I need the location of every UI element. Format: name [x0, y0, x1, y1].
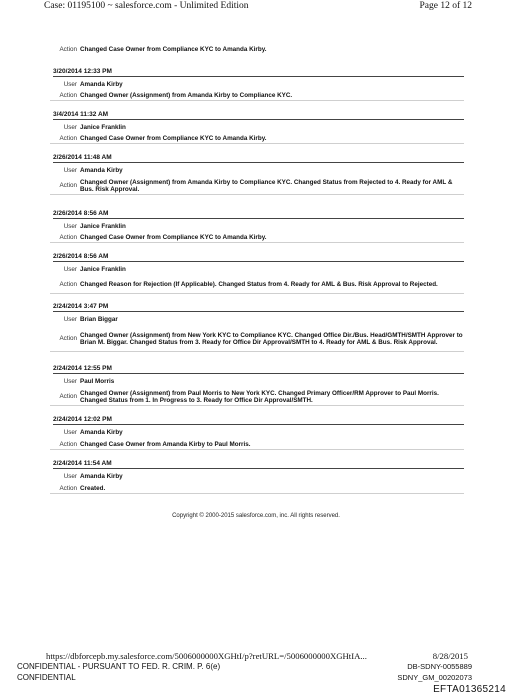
- history-user-row-label: User: [63, 166, 77, 174]
- history-date: 2/26/2014 8:56 AM: [53, 210, 464, 219]
- history-action-row-value: Changed Case Owner from Compliance KYC to Amanda Kirby.: [80, 233, 267, 241]
- history-user-row: [50, 123, 464, 132]
- history-action-row: [50, 233, 464, 243]
- history-action-row-label: Action: [59, 233, 77, 241]
- history-date: 2/24/2014 12:02 PM: [53, 416, 464, 425]
- history-action-row-value: Changed Reason for Rejection (If Applicable). Changed Status from 4. Ready for AML & Bus. Risk Approval to Rejected.: [80, 281, 438, 289]
- history-user-row-label: User: [63, 222, 77, 230]
- history-action-row-value: Changed Owner (Assignment) from Amanda Kirby to Compliance KYC.: [80, 91, 293, 99]
- history-action-row: [50, 134, 464, 144]
- confidential-label: CONFIDENTIAL: [17, 673, 76, 682]
- history-date: 2/26/2014 11:48 AM: [53, 154, 464, 163]
- footer-date: 8/28/2015: [432, 651, 468, 661]
- history-user-row-value: Brian Biggar: [80, 315, 118, 323]
- history-date: 3/20/2014 12:33 PM: [53, 68, 464, 77]
- history-user-row-value: Amanda Kirby: [80, 428, 123, 436]
- history-date: 2/24/2014 3:47 PM: [53, 303, 464, 312]
- history-date: 3/4/2014 11:32 AM: [53, 111, 464, 120]
- page-number: Page 12 of 12: [419, 1, 472, 11]
- history-action-row-value: Changed Case Owner from Compliance KYC to Amanda Kirby.: [80, 134, 267, 142]
- history-date: 2/24/2014 11:54 AM: [53, 460, 464, 469]
- history-action-row-value: Changed Owner (Assignment) from New York KYC to Compliance KYC. Changed Office Dir./Bus. Head/GMTH/SMTH Approver to Brian M. Biggar. Changed Status from 3. Ready for Office Dir Approval/SMTH to 4. Ready for AML & Bus. Risk Approval.: [80, 331, 463, 346]
- history-user-row-label: User: [63, 315, 77, 323]
- history-user-row-label: User: [63, 123, 77, 131]
- history-action-row-label: Action: [59, 484, 77, 492]
- history-action-row-label: Action: [59, 440, 77, 448]
- history-user-row-label: User: [63, 265, 77, 273]
- history-action-row-value: Changed Case Owner from Amanda Kirby to Paul Morris.: [80, 440, 251, 448]
- history-user-row: [50, 80, 464, 89]
- history-action-row: [50, 389, 464, 406]
- history-action-row-label: Action: [59, 45, 77, 53]
- history-user-row-label: User: [63, 428, 77, 436]
- history-action-row: [50, 484, 464, 494]
- bates-number-db: DB-SDNY-0055889: [407, 662, 472, 671]
- history-user-row-label: User: [63, 80, 77, 88]
- copyright-notice: Copyright © 2000-2015 salesforce.com, inc. All rights reserved.: [172, 513, 340, 519]
- history-user-row-value: Janice Franklin: [80, 222, 126, 230]
- history-action-row: [50, 91, 464, 101]
- bates-number-sdny: SDNY_GM_00202073: [397, 673, 472, 682]
- history-action-row-label: Action: [59, 335, 77, 343]
- history-action-row: [50, 277, 464, 294]
- history-user-row: [50, 222, 464, 231]
- history-action-row-label: Action: [59, 281, 77, 289]
- history-action-row: [50, 440, 464, 450]
- history-user-row: [50, 472, 464, 481]
- history-user-row-value: Amanda Kirby: [80, 80, 123, 88]
- history-action-row-label: Action: [59, 393, 77, 401]
- history-user-row-label: User: [63, 472, 77, 480]
- history-action-row-label: Action: [59, 182, 77, 190]
- history-action-row: [50, 178, 464, 195]
- confidential-notice: CONFIDENTIAL - PURSUANT TO FED. R. CRIM. P. 6(e): [17, 662, 221, 671]
- efta-number: EFTA01365214: [433, 684, 506, 695]
- history-action-row-value: Changed Case Owner from Compliance KYC to Amanda Kirby.: [80, 45, 267, 53]
- history-action-row-value: Created.: [80, 484, 106, 492]
- history-user-row-value: Amanda Kirby: [80, 472, 123, 480]
- history-user-row-value: Amanda Kirby: [80, 166, 123, 174]
- history-action-row-label: Action: [59, 91, 77, 99]
- history-user-row-value: Paul Morris: [80, 377, 115, 385]
- history-action-row-label: Action: [59, 134, 77, 142]
- history-user-row: [50, 265, 464, 274]
- history-action-row: [50, 45, 464, 54]
- history-user-row: [50, 377, 464, 386]
- page-header-title: Case: 01195100 ~ salesforce.com - Unlimited Edition: [44, 1, 249, 11]
- history-date: 2/26/2014 8:56 AM: [53, 253, 464, 262]
- history-user-row-value: Janice Franklin: [80, 123, 126, 131]
- history-user-row-label: User: [63, 377, 77, 385]
- history-user-row: [50, 166, 464, 175]
- history-action-row-value: Changed Owner (Assignment) from Paul Morris to New York KYC. Changed Primary Officer/RM Approver to Paul Morris. Changed Status from 1. In Progress to 3. Ready for Office Dir Approval/SMTH.: [80, 389, 439, 404]
- history-action-row-value: Changed Owner (Assignment) from Amanda Kirby to Compliance KYC. Changed Status from Rejected to 4. Ready for AML & Bus. Risk Approval.: [80, 178, 453, 193]
- history-user-row-value: Janice Franklin: [80, 265, 126, 273]
- history-user-row: [50, 428, 464, 437]
- history-action-row: [50, 327, 464, 352]
- history-user-row: [50, 315, 464, 324]
- history-date: 2/24/2014 12:55 PM: [53, 365, 464, 374]
- footer-url: https://dbforcepb.my.salesforce.com/5006000000XGHtI/p?retURL=/5006000000XGHtIA...: [46, 651, 367, 661]
